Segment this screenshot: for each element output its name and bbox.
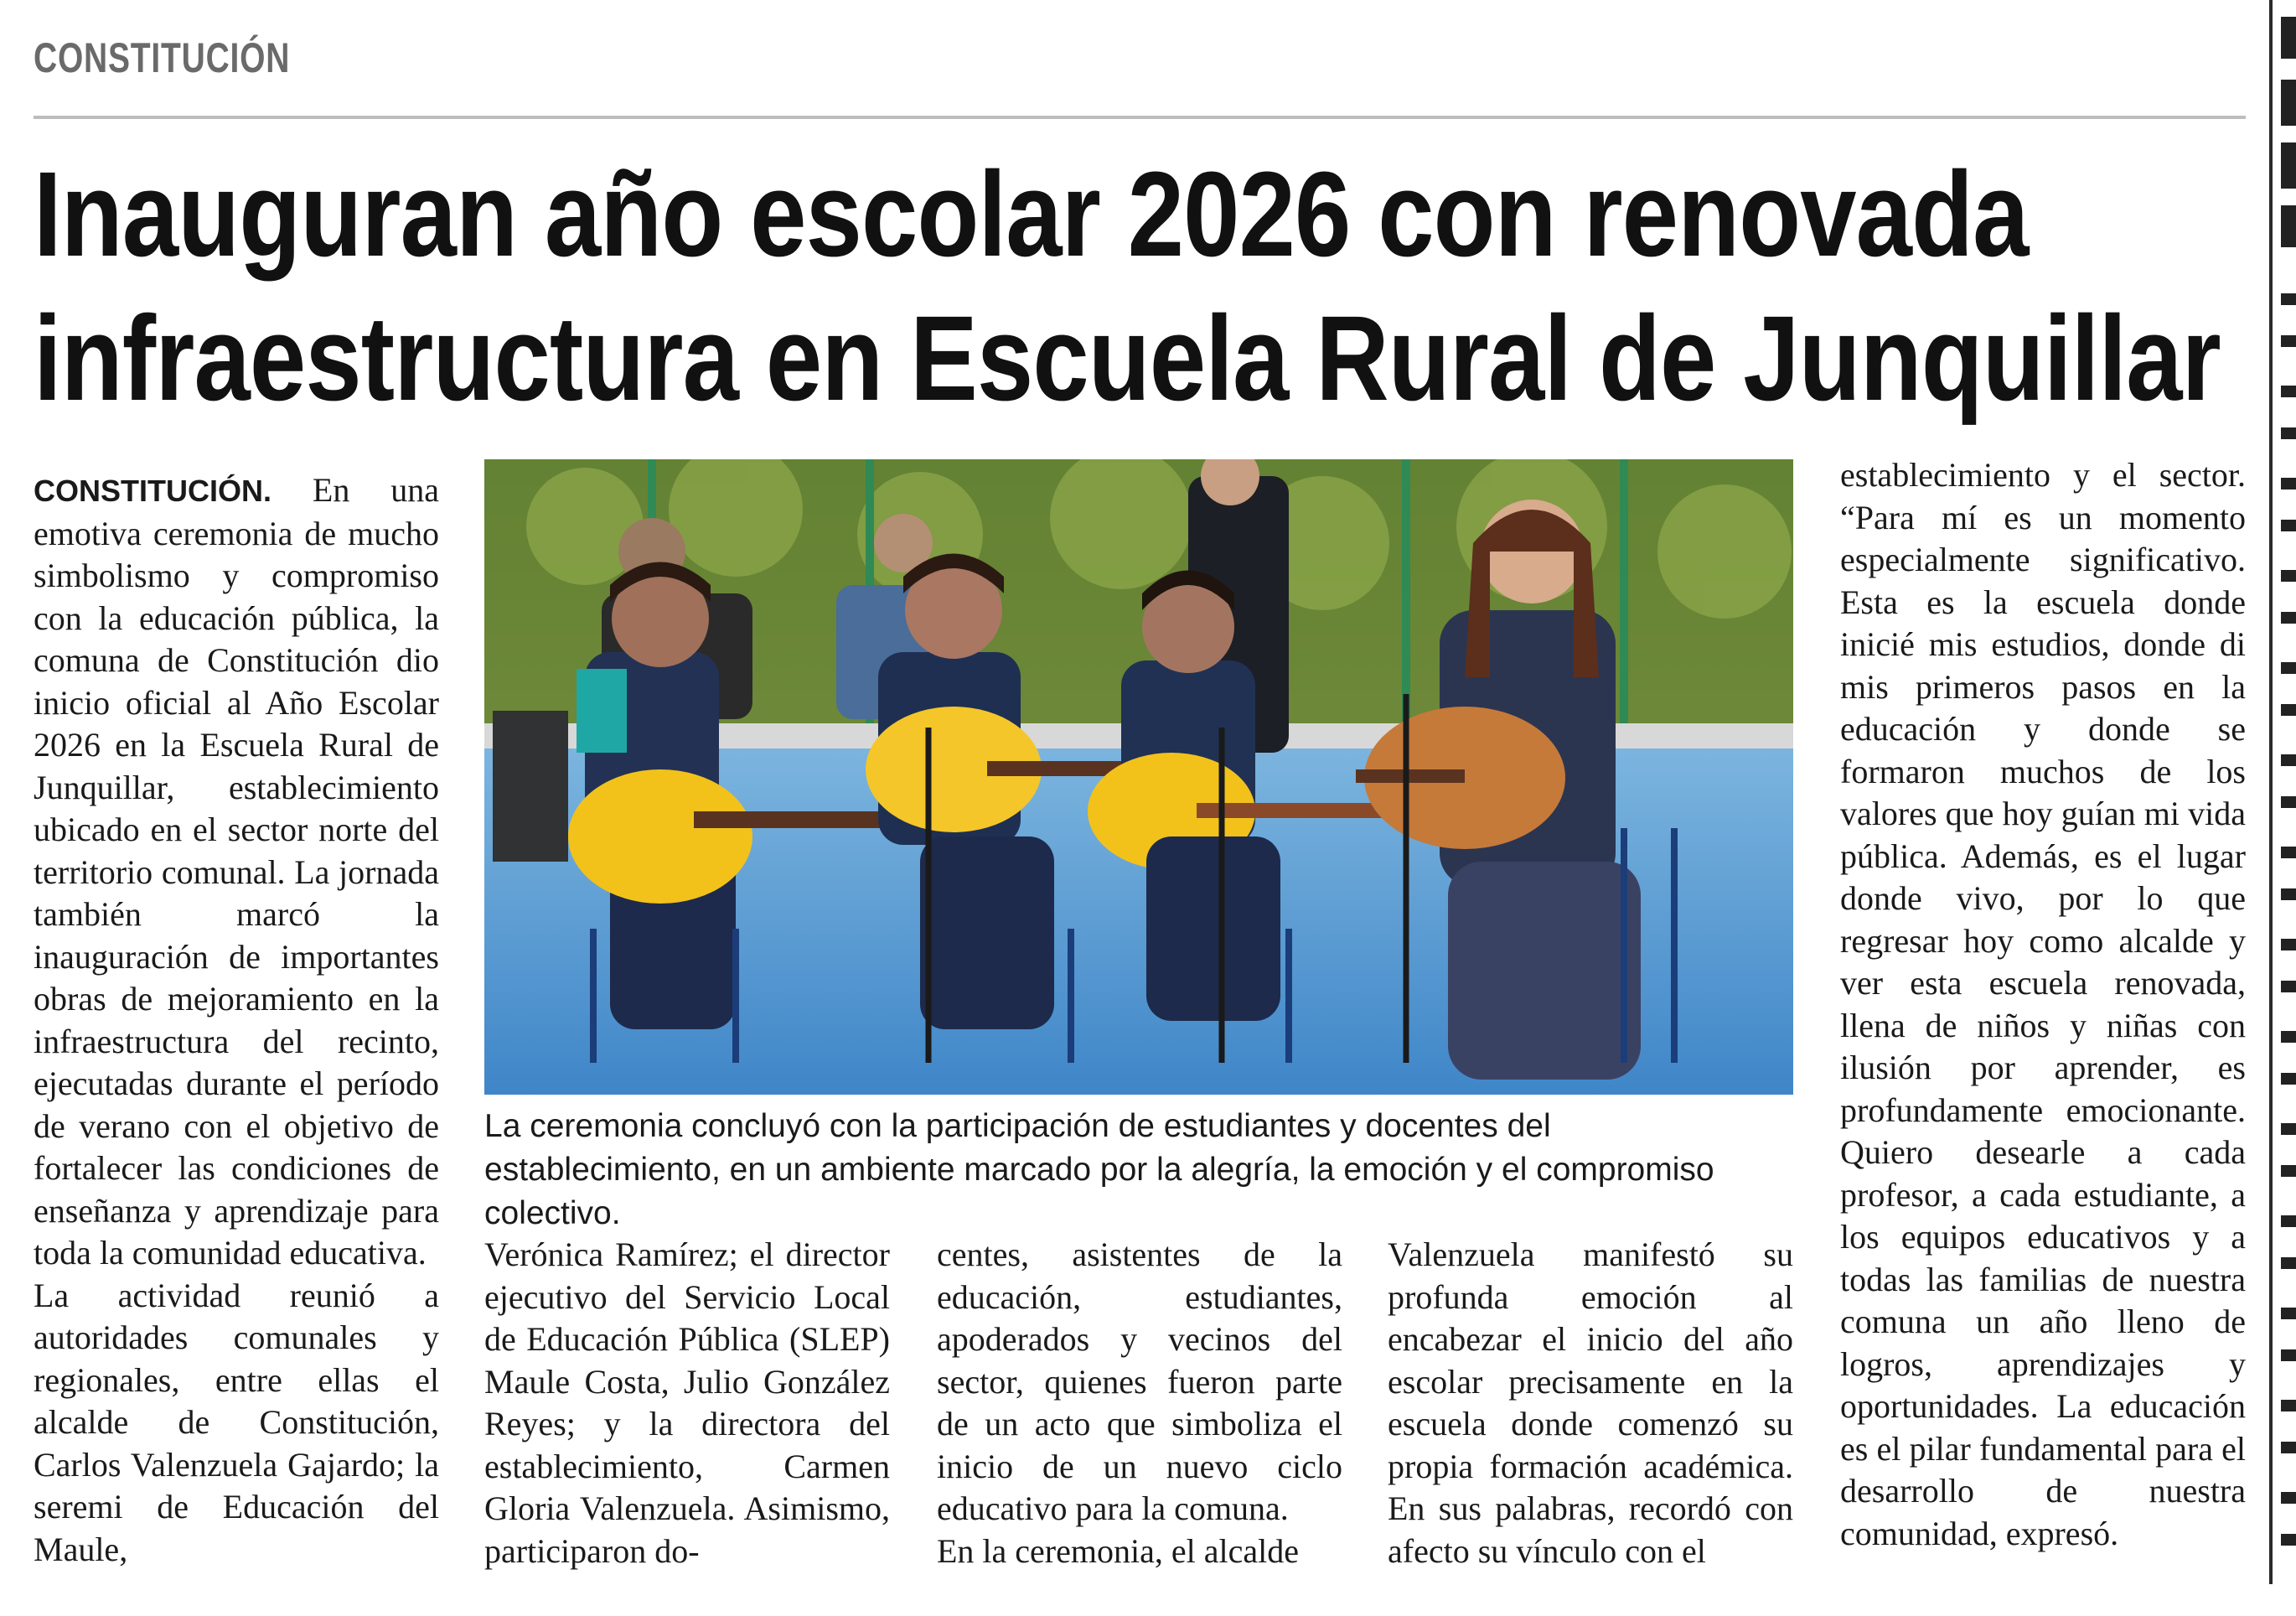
article-column-4 xyxy=(1388,1234,1793,1572)
paragraph: centes, asistentes de la educación, estudiantes, apoderados y vecinos del sector, quienes fueron parte de un acto que simboliza el inicio de un nuevo ciclo educativo para la comuna. xyxy=(937,1235,1342,1527)
article-column-2 xyxy=(484,1234,890,1572)
paragraph: La actividad reunió a autoridades comunales y regionales, entre ellas el alcalde de Constitución, Carlos Valenzuela Gajardo; la seremi de Educación del Maule, xyxy=(34,1276,439,1568)
paragraph-text: En una emotiva ceremonia de mucho simbolismo y compromiso con la educación pública, la comuna de Constitución dio inicio oficial al Año Escolar 2026 en la Escuela Rural de Junquillar, establecimiento ubicado en el sector norte del territorio comunal. La jornada también marcó la inauguración de importantes obras de mejoramiento en la infraestructura del recinto, ejecutadas durante el período de verano con el objetivo de fortalecer las condiciones de enseñanza y aprendizaje para toda la comunidad educativa. xyxy=(34,471,439,1272)
section-label: CONSTITUCIÓN xyxy=(34,34,291,81)
section-divider xyxy=(34,116,2246,119)
paragraph: En la ceremonia, el alcalde xyxy=(937,1531,1299,1570)
paragraph: Verónica Ramírez; el director ejecutivo del Servicio Local de Educación Pública (SLEP) Maule Costa, Julio González Reyes; y la directora del establecimiento, Carmen Gloria Valenzuela. Asimismo, participaron do- xyxy=(484,1235,890,1570)
column-divider xyxy=(2269,0,2273,1584)
paragraph xyxy=(34,469,439,1275)
paragraph: establecimiento y el sector. “Para mí es un momento especialmente significativo. Esta es la escuela donde inicié mis estudios, donde di mis primeros pasos en la educación y donde se formaron muchos de los valores que hoy guían mi vida pública. Además, es el lugar donde vivo, por lo que regresar hoy como alcalde y ver esta escuela renovada, llena de niños y niñas con ilusión por aprender, es profundamente emocionante. Quiero desearle a cada profesor, a cada estudiante, a los equipos educativos y a todas las familias de nuestra comuna un año lleno de logros, aprendizajes y oportunidades. La educación es el pilar fundamental para el desarrollo de nuestra comunidad, expresó. xyxy=(1840,456,2246,1552)
article-column-3 xyxy=(937,1234,1342,1572)
paragraph: Valenzuela manifestó su profunda emoción al encabezar el inicio del año escolar precisamente en la escuela donde comenzó su propia formación académica. En sus palabras, recordó con afecto su vínculo con el xyxy=(1388,1235,1793,1570)
photo-caption: La ceremonia concluyó con la participación de estudiantes y docentes del establecimiento, en un ambiente marcado por la alegría, la emoción y el compromiso colectivo. xyxy=(484,1108,1714,1231)
article-headline xyxy=(34,142,2262,431)
article-column-1 xyxy=(34,469,439,1571)
headline-line-2: infraestructura en Escuela Rural de Junquillar xyxy=(34,291,2221,426)
adjacent-page-edge xyxy=(2281,0,2296,1616)
dateline: CONSTITUCIÓN. xyxy=(34,474,271,508)
photo-illustration xyxy=(484,459,1793,1095)
article-photo xyxy=(484,459,1793,1095)
headline-line-1: Inauguran año escolar 2026 con renovada xyxy=(34,147,2029,282)
article-column-5 xyxy=(1840,454,2246,1555)
